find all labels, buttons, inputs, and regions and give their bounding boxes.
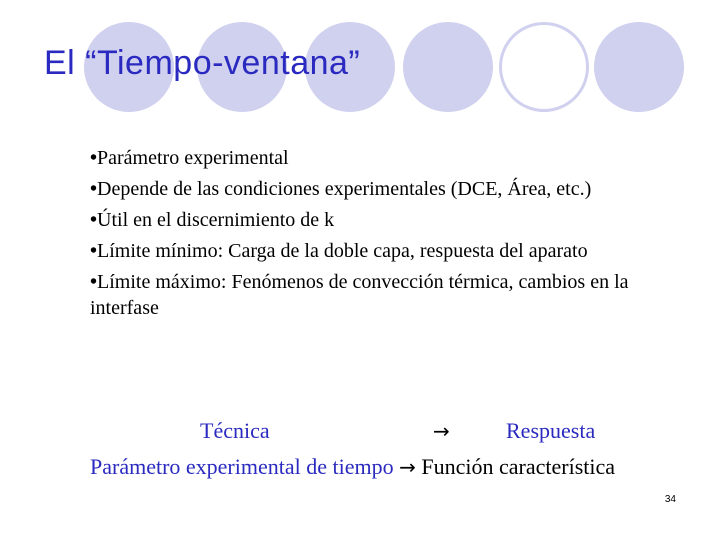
- bullet-mark: •: [90, 240, 98, 262]
- bullet-item: [90, 176, 690, 202]
- bullet-item: [90, 269, 690, 321]
- bullet-list: [90, 145, 690, 326]
- slide-title: El “Tiempo-ventana”: [44, 44, 361, 82]
- relation-row-2-right: Función característica: [421, 454, 616, 479]
- decor-circle-filled: [403, 22, 493, 112]
- bullet-item: [90, 238, 690, 264]
- relation-row-2-left: Parámetro experimental de tiempo: [90, 454, 394, 479]
- decor-circle-filled: [594, 22, 684, 112]
- relation-row-2: [90, 454, 615, 480]
- bullet-item: [90, 207, 690, 233]
- bullet-text: Útil en el discernimiento de k: [97, 209, 335, 231]
- bullet-text: Depende de las condiciones experimentales (DCE, Área, etc.): [97, 178, 592, 200]
- bullet-item: [90, 145, 690, 171]
- arrow-right-icon: →: [399, 455, 416, 479]
- relation-row-1-left: Técnica: [200, 418, 270, 443]
- page-number: 34: [664, 494, 676, 505]
- bullet-text: Parámetro experimental: [97, 147, 289, 169]
- relation-row-1-right: Respuesta: [506, 418, 596, 443]
- bullet-mark: •: [90, 178, 98, 200]
- bullet-mark: •: [90, 271, 98, 293]
- bullet-text: Límite mínimo: Carga de la doble capa, respuesta del aparato: [97, 240, 588, 262]
- decor-circle-outline: [499, 22, 589, 112]
- bullet-mark: •: [90, 209, 98, 231]
- arrow-right-icon: →: [433, 419, 450, 443]
- bullet-text: Límite máximo: Fenómenos de convección térmica, cambios en la interfase: [90, 271, 629, 319]
- bullet-mark: •: [90, 147, 98, 169]
